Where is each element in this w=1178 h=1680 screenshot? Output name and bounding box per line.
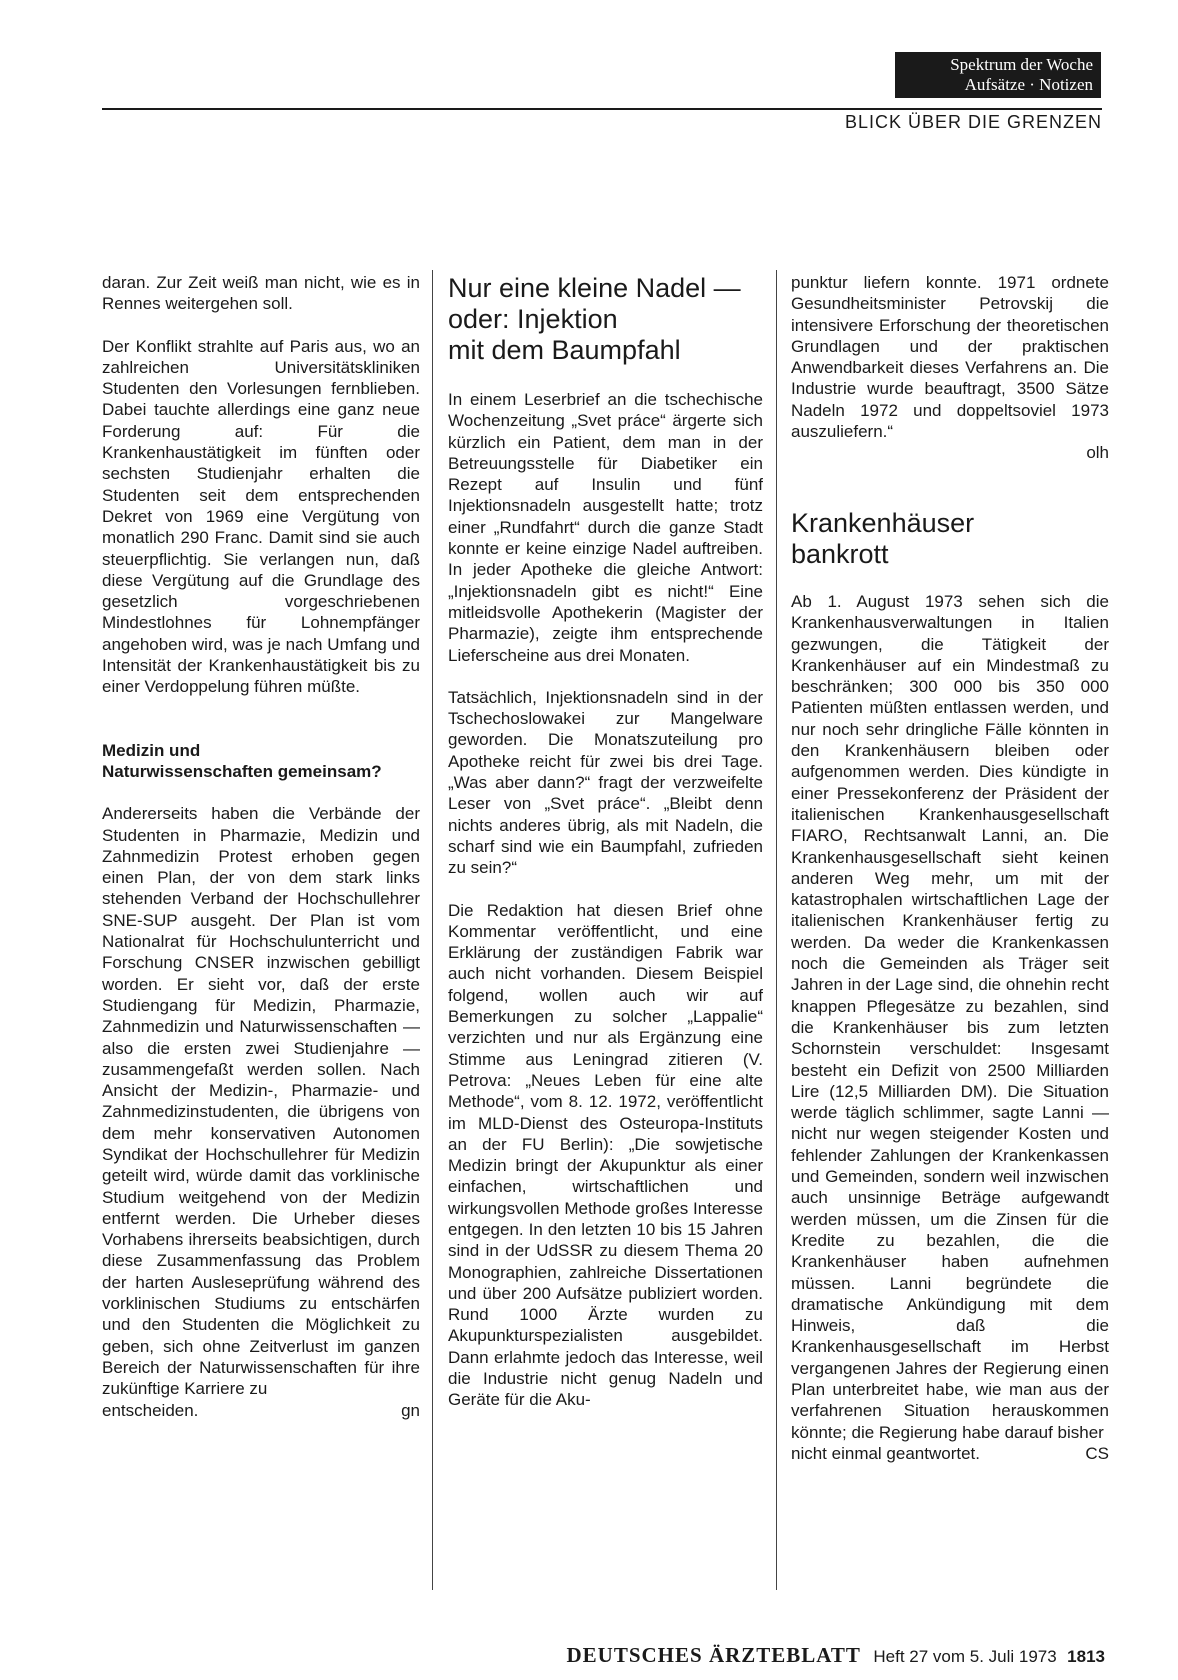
header-rule	[102, 108, 1102, 110]
badge-line-2: Aufsätze · Notizen	[964, 75, 1093, 94]
subheading-line-1: Medizin und	[102, 740, 201, 760]
page-footer	[515, 1643, 1105, 1668]
headline-line-2: oder: Injektion	[448, 304, 618, 334]
column-1	[102, 272, 420, 1421]
paragraph: Die Redaktion hat diesen Brief ohne Kommentar veröffentlicht, und eine Erklärung der zuständigen Fabrik war auch nicht vorhanden. Diesem Beispiel folgend, wollen auch wir auf Bemerkungen zu solcher „Lappalie“ verzichten und nur als Ergänzung eine Stimme aus Leningrad zitieren (V. Petrova: „Neues Leben für eine alte Methode“, vom 8. 12. 1972, veröffentlicht im MLD-Dienst des Osteuropa-Instituts an der FU Berlin): „Die sowjetische Medizin bringt der Akupunktur als einer einfachen, wirtschaftlichen und wirkungsvollen Methode großes Interesse entgegen. In den letzten 10 bis 15 Jahren sind in der UdSSR zu diesem Thema 20 Monographien, zahlreiche Dissertationen und über 200 Aufsätze publiziert worden. Rund 1000 Ärzte wurden zu Akupunkturspezialisten ausgebildet. Dann erlahmte jedoch das Interesse, weil die Industrie nicht genug Nadeln und Geräte für die Aku-	[448, 900, 763, 1410]
issue-info: Heft 27 vom 5. Juli 1973	[873, 1647, 1057, 1666]
paragraph-end: entscheiden.	[102, 1400, 199, 1420]
column-2	[448, 389, 763, 1411]
paragraph: daran. Zur Zeit weiß man nicht, wie es in Rennes weitergehen soll.	[102, 273, 420, 314]
paragraph: Ab 1. August 1973 sehen sich die Krankenhausverwaltungen in Italien gezwungen, die Tätigkeit der Krankenhäuser auf ein Mindestmaß zu beschränken; 300 000 bis 350 000 Patienten müßten entlassen werden, und nur noch sehr dringliche Fälle könnten in den Krankenhäusern bleiben oder aufgenommen werden. Dies kündigte in einer Pressekonferenz der Präsident der italienischen Krankenhausgesellschaft FIARO, Rechtsanwalt Lanni, an. Die Krankenhausgesellschaft sieht keinen anderen Weg mehr, um mit der katastrophalen wirtschaftlichen Lage der italienischen Krankenhäuser fertig zu werden. Da weder die Krankenkassen noch die Gemeinden als Träger seit Jahren in der Lage sind, die ohnehin recht knappen Pflegesätze zu bezahlen, sind die Krankenhäuser bis zum letzten Schornstein verschuldet: Insgesamt besteht ein Defizit von 2500 Milliarden Lire (12,5 Milliarden DM). Die Situation werde täglich schlimmer, sagte Lanni — nicht nur wegen steigender Kosten und fehlender Zahlungen der Krankenkassen und Gemeinden, sondern weil inzwischen auch unsinnige Beträge aufgewandt werden müssen, um die Zinsen für die Kredite zu bezahlen, die die Krankenhäuser haben aufnehmen müssen. Lanni begründete die dramatische Ankündigung mit dem Hinweis, daß die Krankenhausgesellschaft im Herbst vergangenen Jahres der Regierung einen Plan unterbreitet habe, wie man aus der verfahrenen Situation herauskommen könnte; die Regierung habe darauf bisher	[791, 592, 1109, 1442]
headline-line-1: Nur eine kleine Nadel —	[448, 273, 741, 303]
paragraph: Der Konflikt strahlte auf Paris aus, wo an zahlreichen Universitätskliniken Studenten den Vorlesungen fernblieben. Dabei tauchte allerdings eine ganz neue Forderung auf: Für die Krankenhaustätigkeit im fünften oder sechsten Studienjahr erhalten die Studenten seit dem entsprechenden Dekret von 1969 eine Vergütung von monatlich 290 Franc. Damit sind sie auch steuerpflichtig. Sie verlangen nun, daß diese Vergütung auf die Grundlage des gesetzlich vorgeschriebenen Mindestlohnes für Lohnempfänger angehoben wird, was je nach Umfang und Intensität der Krankenhaustätigkeit bis zu einer Verdoppelung führen müßte.	[102, 336, 420, 697]
column-3	[791, 272, 1109, 464]
section-title: BLICK ÜBER DIE GRENZEN	[844, 112, 1102, 132]
paragraph: punktur liefern konnte. 1971 ordnete Gesundheitsminister Petrovskij die intensivere Erforschung der theoretischen Grundlagen und der praktischen Anwendbarkeit dieses Verfahrens an. Die Industrie wurde beauftragt, 3500 Sätze Nadeln 1972 und doppeltsoviel 1973 auszuliefern.“	[791, 273, 1109, 442]
badge-line-1: Spektrum der Woche	[950, 55, 1093, 74]
subheading-line-2: Naturwissenschaften gemeinsam?	[102, 761, 382, 781]
column-3-article	[791, 591, 1109, 1464]
paragraph: Tatsächlich, Injektionsnadeln sind in der Tschechoslowakei zur Mangelware geworden. Die Monatszuteilung pro Apotheke reicht für zwei bis drei Tage. „Was aber dann?“ fragt der verzweifelte Leser von „Svet práce“. „Bleibt denn nichts anderes übrig, als mit Nadeln, die scharf sind wie ein Baumpfahl, zufrieden zu sein?“	[448, 687, 763, 878]
paragraph: In einem Leserbrief an die tschechische Wochenzeitung „Svet práce“ ärgerte sich kürzlich ein Patient, dem man in der Betreuungsstelle für Diabetiker ein Rezept auf Insulin und fünf Injektionsnadeln ausgestellt hatte; trotz einer „Rundfahrt“ durch die ganze Stadt konnte er keine einzige Nadel auftreiben. In jeder Apotheke die gleiche Antwort: „Injektionsnadeln gibt es nicht!“ Eine mitleidsvolle Apothekerin (Magister der Pharmazie), zeigte ihm entsprechende Lieferscheine aus drei Monaten.	[448, 390, 763, 665]
page-number: 1813	[1067, 1647, 1105, 1666]
headline-line-2: bankrott	[791, 539, 889, 569]
journal-name: DEUTSCHES ÄRZTEBLATT	[566, 1643, 861, 1667]
article-headline	[791, 508, 1111, 570]
column-divider-2	[776, 270, 777, 1590]
author-initials: olh	[1086, 443, 1109, 463]
author-initials: CS	[1085, 1443, 1109, 1463]
section-badge	[895, 52, 1101, 98]
author-initials: gn	[401, 1400, 420, 1420]
headline-line-1: Krankenhäuser	[791, 508, 975, 538]
article-headline	[448, 273, 768, 366]
headline-line-3: mit dem Baumpfahl	[448, 335, 681, 365]
paragraph-end: nicht einmal geantwortet.	[791, 1443, 980, 1463]
paragraph: Andererseits haben die Verbände der Studenten in Pharmazie, Medizin und Zahnmedizin Protest erhoben gegen einen Plan, der von dem stark links stehenden Verband der Hochschullehrer SNE-SUP ausgeht. Der Plan ist vom Nationalrat für Hochschulunterricht und Forschung CNSER inzwischen gebilligt worden. Er sieht vor, daß der erste Studiengang für Medizin, Pharmazie, Zahnmedizin und Naturwissenschaften — also die ersten zwei Studienjahre — zusammengefaßt werden sollen. Nach Ansicht der Medizin-, Pharmazie- und Zahnmedizinstudenten, die übrigens von dem mehr konservativen Autonomen Syndikat der Hochschullehrer für Medizin geteilt wird, würde damit das vorklinische Studium weitgehend von der Medizin entfernt werden. Die Urheber dieses Vorhabens ihrerseits beabsichtigen, durch diese Zusammenfassung das Problem der harten Ausleseprüfung während des vorklinischen Studiums zu entschärfen und den Studenten die Möglichkeit zu geben, sich ohne Zeitverlust im ganzen Bereich der Naturwissenschaften für ihre zukünftige Karriere zu	[102, 804, 420, 1399]
subheading	[102, 740, 420, 783]
column-divider-1	[432, 270, 433, 1590]
